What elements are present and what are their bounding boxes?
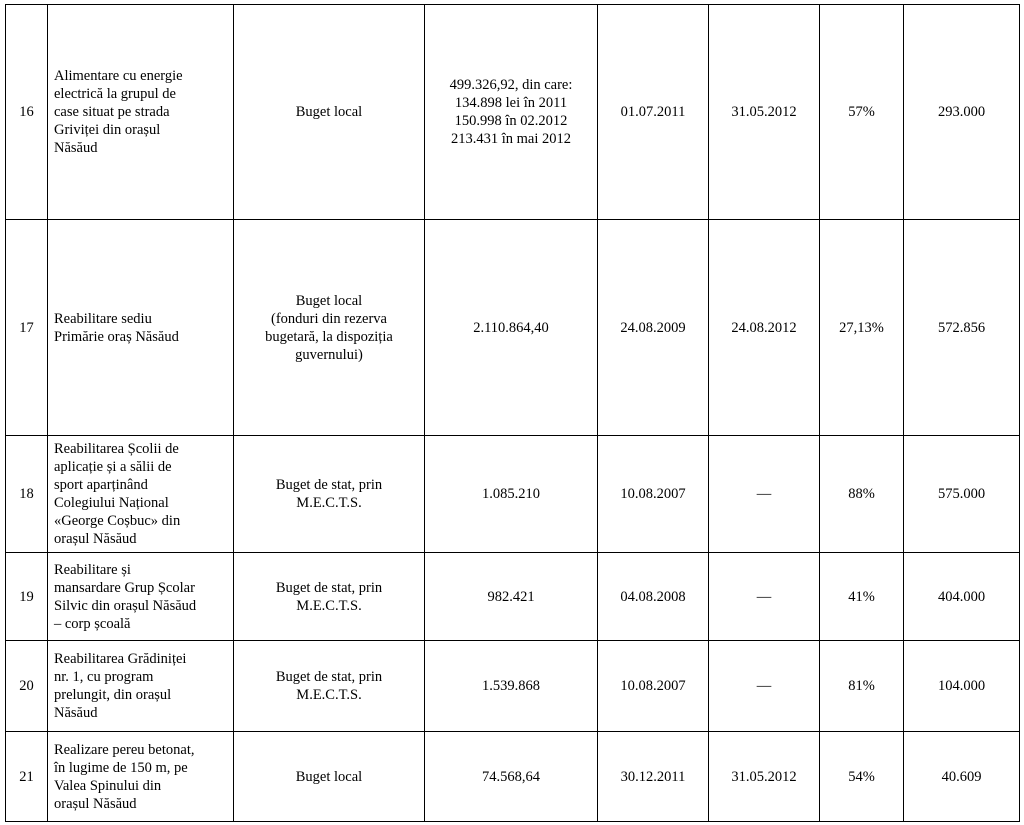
start-date-cell: 04.08.2008 (598, 553, 709, 641)
value-cell: 2.110.864,40 (425, 220, 598, 436)
table-row (6, 641, 1020, 732)
end-date-cell: — (709, 641, 820, 732)
objective-cell: Reabilitarea Școlii de aplicație și a sălii de sport aparținând Colegiului Național «George Coșbuc» din orașul Năsăud (48, 436, 234, 553)
objective-cell: Realizare pereu betonat, în lugime de 150 m, pe Valea Spinului din orașul Năsăud (48, 732, 234, 822)
end-date-cell: — (709, 553, 820, 641)
objective-cell: Reabilitare și mansardare Grup Școlar Silvic din orașul Năsăud – corp școală (48, 553, 234, 641)
funding-source-cell: Buget local (234, 5, 425, 220)
value-cell: 499.326,92, din care: 134.898 lei în 2011 150.998 în 02.2012 213.431 în mai 2012 (425, 5, 598, 220)
value-cell: 74.568,64 (425, 732, 598, 822)
progress-percent-cell: 88% (820, 436, 904, 553)
value-cell: 1.085.210 (425, 436, 598, 553)
end-date-cell: 24.08.2012 (709, 220, 820, 436)
row-number: 20 (6, 641, 48, 732)
investment-table (5, 4, 1020, 822)
value-cell: 982.421 (425, 553, 598, 641)
end-date-cell: 31.05.2012 (709, 732, 820, 822)
row-number: 19 (6, 553, 48, 641)
value-cell: 1.539.868 (425, 641, 598, 732)
start-date-cell: 10.08.2007 (598, 641, 709, 732)
table-row (6, 436, 1020, 553)
progress-percent-cell: 57% (820, 5, 904, 220)
start-date-cell: 01.07.2011 (598, 5, 709, 220)
progress-percent-cell: 81% (820, 641, 904, 732)
amount-cell: 293.000 (904, 5, 1020, 220)
objective-cell: Reabilitarea Grădiniței nr. 1, cu program prelungit, din orașul Năsăud (48, 641, 234, 732)
amount-cell: 572.856 (904, 220, 1020, 436)
amount-cell: 40.609 (904, 732, 1020, 822)
table-row (6, 220, 1020, 436)
end-date-cell: — (709, 436, 820, 553)
row-number: 17 (6, 220, 48, 436)
funding-source-cell: Buget de stat, prin M.E.C.T.S. (234, 553, 425, 641)
funding-source-cell: Buget local (fonduri din rezerva bugetară, la dispoziția guvernului) (234, 220, 425, 436)
table-row (6, 732, 1020, 822)
start-date-cell: 24.08.2009 (598, 220, 709, 436)
end-date-cell: 31.05.2012 (709, 5, 820, 220)
row-number: 16 (6, 5, 48, 220)
progress-percent-cell: 54% (820, 732, 904, 822)
start-date-cell: 10.08.2007 (598, 436, 709, 553)
table-row (6, 553, 1020, 641)
table-row (6, 5, 1020, 220)
objective-cell: Alimentare cu energie electrică la grupul de case situat pe strada Griviței din orașul Năsăud (48, 5, 234, 220)
amount-cell: 575.000 (904, 436, 1020, 553)
row-number: 21 (6, 732, 48, 822)
amount-cell: 104.000 (904, 641, 1020, 732)
progress-percent-cell: 27,13% (820, 220, 904, 436)
funding-source-cell: Buget local (234, 732, 425, 822)
amount-cell: 404.000 (904, 553, 1020, 641)
progress-percent-cell: 41% (820, 553, 904, 641)
funding-source-cell: Buget de stat, prin M.E.C.T.S. (234, 641, 425, 732)
objective-cell: Reabilitare sediu Primărie oraș Năsăud (48, 220, 234, 436)
funding-source-cell: Buget de stat, prin M.E.C.T.S. (234, 436, 425, 553)
start-date-cell: 30.12.2011 (598, 732, 709, 822)
row-number: 18 (6, 436, 48, 553)
